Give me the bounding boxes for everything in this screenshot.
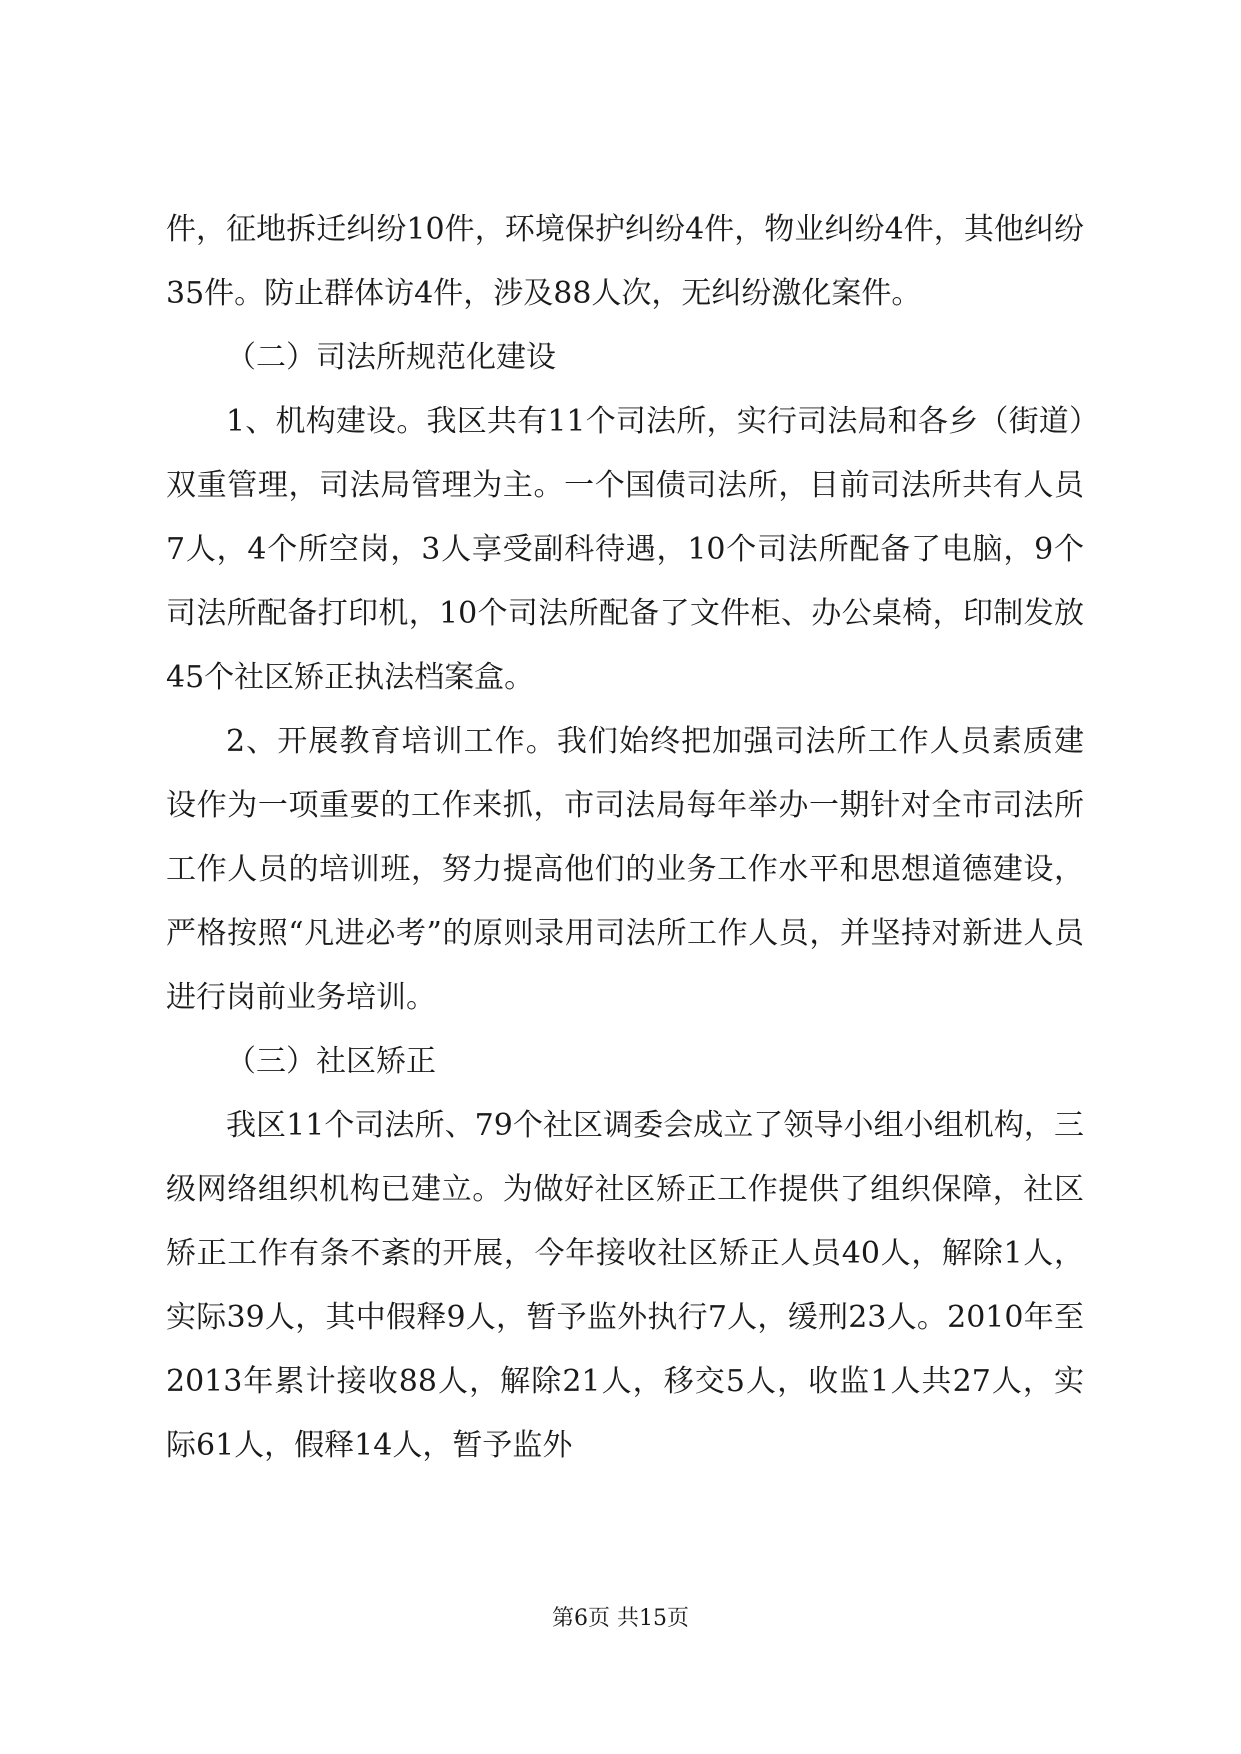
paragraph-institution-building: 1、机构建设。我区共有11个司法所，实行司法局和各乡（街道）双重管理，司法局管理为主。一个国债司法所，目前司法所共有人员7人，4个所空岗，3人享受副科待遇，10个司法所配备了电脑，9个司法所配备打印机，10个司法所配备了文件柜、办公桌椅，印制发放45个社区矫正执法档案盒。 bbox=[166, 404, 1084, 695]
section-heading-judicial-office: （二）司法所规范化建设 bbox=[226, 340, 556, 375]
paragraph-community-correction: 我区11个司法所、79个社区调委会成立了领导小组小组机构，三级网络组织机构已建立。为做好社区矫正工作提供了组织保障，社区矫正工作有条不紊的开展，今年接收社区矫正人员40人，解除1人，实际39人，其中假释9人，暂予监外执行7人，缓刑23人。2010年至2013年累计接收88人，解除21人，移交5人，收监1人共27人，实际61人，假释14人，暂予监外 bbox=[166, 1108, 1084, 1463]
page-footer: 第6页 共15页 bbox=[552, 1606, 689, 1631]
section-heading-community-correction: （三）社区矫正 bbox=[226, 1044, 436, 1079]
document-body bbox=[166, 198, 1084, 1478]
paragraph-training: 2、开展教育培训工作。我们始终把加强司法所工作人员素质建设作为一项重要的工作来抓，市司法局每年举办一期针对全市司法所工作人员的培训班，努力提高他们的业务工作水平和思想道德建设，严格按照“凡进必考”的原则录用司法所工作人员，并坚持对新进人员进行岗前业务培训。 bbox=[166, 724, 1084, 1015]
paragraph-continuation: 件，征地拆迁纠纷10件，环境保护纠纷4件，物业纠纷4件，其他纠纷35件。防止群体访4件，涉及88人次，无纠纷激化案件。 bbox=[166, 212, 1084, 311]
